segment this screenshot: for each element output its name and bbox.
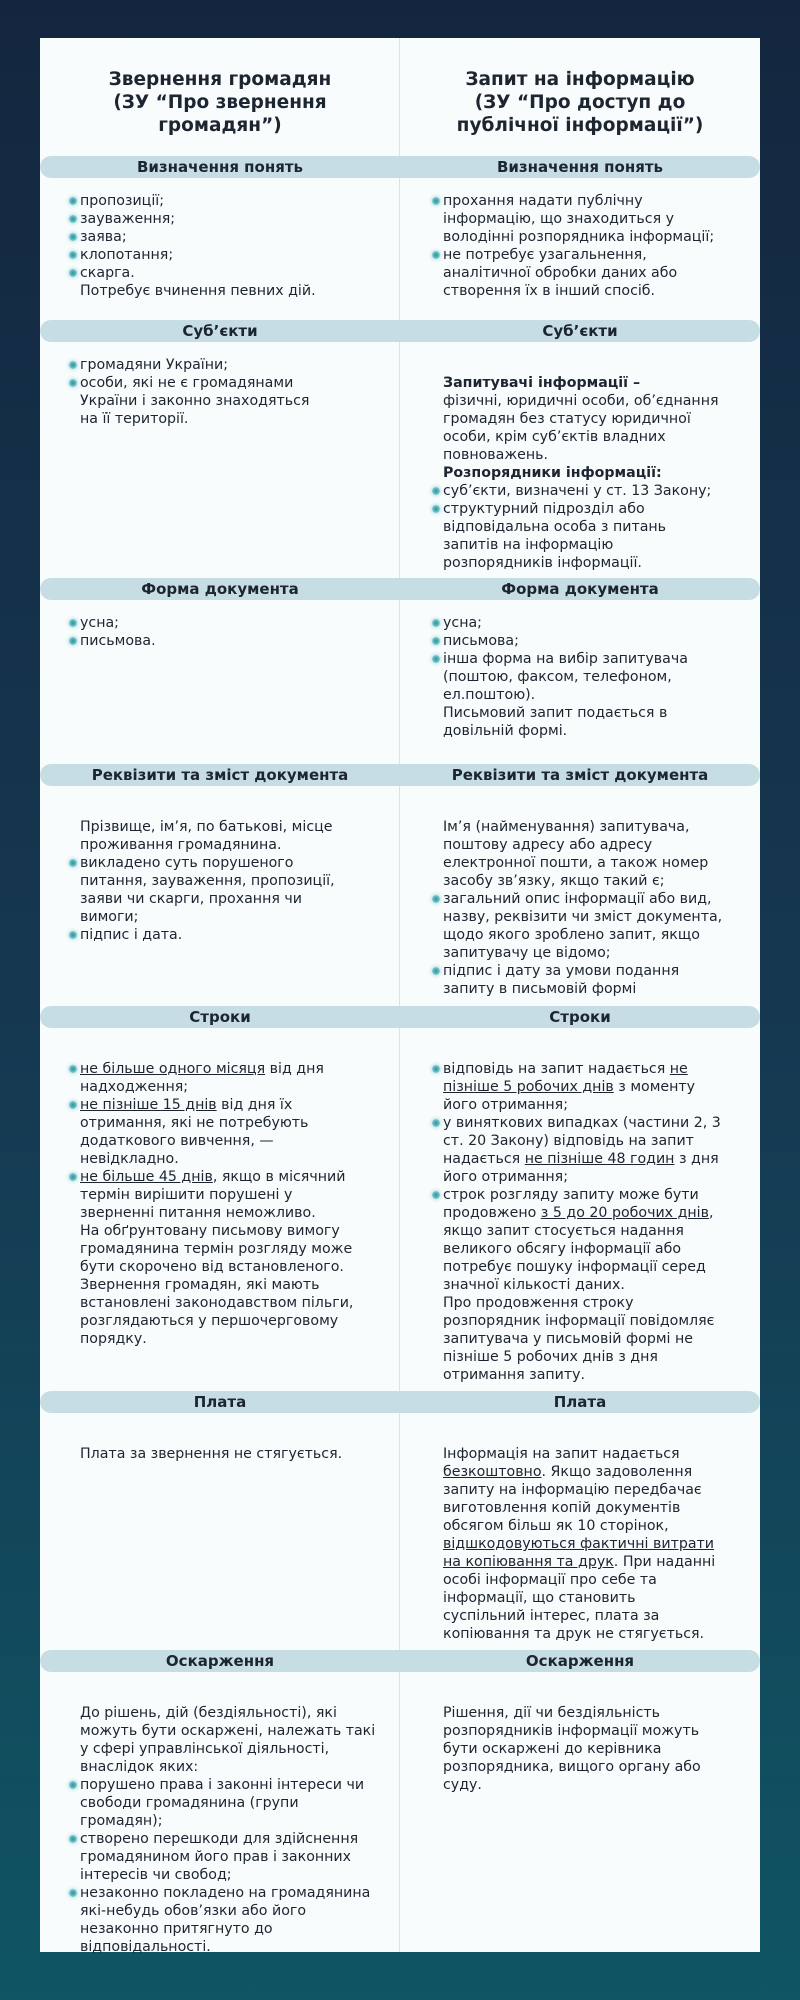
- text-line: великого обсягу інформації або: [443, 1241, 682, 1257]
- left-column-title: [70, 68, 370, 137]
- text-line: запитів на інформацію: [443, 537, 614, 553]
- underlined-text: пізніше 5 робочих днів: [443, 1079, 614, 1095]
- text-line: Ім’я (найменування) запитувача,: [443, 819, 690, 835]
- left-title-line: (ЗУ “Про звернення: [113, 92, 327, 113]
- right-title-line: Запит на інформацію: [465, 69, 695, 90]
- text-line: свободи громадянина (групи: [80, 1795, 299, 1811]
- text-line: На обґрунтовану письмову вимогу: [80, 1223, 340, 1239]
- text-line: надається не пізніше 48 годин з дня: [443, 1151, 719, 1167]
- text-line: зверненні питання неможливо.: [80, 1205, 316, 1221]
- section-label-left: Визначення понять: [136, 158, 304, 176]
- text-line: [80, 1427, 370, 1445]
- underlined-text: відшкодовуються фактичні витрати: [443, 1536, 715, 1552]
- text-line: на копіювання та друк. При наданні: [443, 1554, 716, 1570]
- bullet-item: прохання надати публічну: [443, 192, 733, 210]
- bullet-item: загальний опис інформації або вид,: [443, 890, 733, 908]
- text-line: ел.поштою).: [443, 687, 536, 703]
- text-line: [80, 1042, 370, 1060]
- bullet-item: клопотання;: [80, 246, 370, 264]
- text-line: його отримання;: [443, 1169, 568, 1185]
- text-line: інформації, що становить: [443, 1590, 636, 1606]
- bullet-item: у виняткових випадках (частини 2, 3: [443, 1114, 733, 1132]
- section-label-left: Строки: [189, 1008, 251, 1026]
- text-line: отримання, які не потребують: [80, 1115, 309, 1131]
- text-line: [80, 1686, 370, 1704]
- comparison-panel: [40, 38, 760, 1955]
- underlined-text: з 5 до 20 робочих днів: [540, 1205, 709, 1221]
- text-line: копіювання та друк не стягується.: [443, 1626, 705, 1642]
- text-line: заяви чи скарги, прохання чи: [80, 891, 302, 907]
- section-header-payment: [40, 1391, 760, 1413]
- bullet-item: скарга.: [80, 264, 370, 282]
- text-line: розглядаються у першочерговому: [80, 1313, 339, 1329]
- text-line: ст. 20 Закону) відповідь на запит: [443, 1133, 694, 1149]
- text-line: щодо якого зроблено запит, якщо: [443, 927, 700, 943]
- text-line: Запитувачі інформації –: [443, 375, 641, 391]
- section-label-right: Суб’єкти: [542, 322, 618, 340]
- text-line: громадян без статусу юридичної: [443, 411, 691, 427]
- text-line: [80, 800, 370, 818]
- section-label-right: Форма документа: [501, 580, 659, 598]
- text-line: його отримання;: [443, 1097, 568, 1113]
- text-line: громадянина термін розгляду може: [80, 1241, 353, 1257]
- bullet-item: не потребує узагальнення,: [443, 246, 733, 264]
- bullet-item: не більше одного місяця від дня: [80, 1060, 370, 1078]
- text-line: [443, 800, 733, 818]
- section-header-terms: [40, 1006, 760, 1028]
- bullet-item: інша форма на вибір запитувача: [443, 650, 733, 668]
- left-subjects-text: [80, 356, 370, 428]
- text-line: аналітичної обробки даних або: [443, 265, 678, 281]
- text-line: інформацію, що знаходиться у: [443, 211, 675, 227]
- text-line: запитувача у письмовій формі не: [443, 1331, 693, 1347]
- text-line: розпорядник інформації повідомляє: [443, 1313, 715, 1329]
- right-payment-text: [443, 1427, 733, 1643]
- bullet-item: строк розгляду запиту може бути: [443, 1186, 733, 1204]
- text-line: внаслідок яких:: [80, 1759, 199, 1775]
- underlined-text: не більше одного місяця: [80, 1061, 266, 1077]
- right-terms-text: [443, 1042, 733, 1384]
- underlined-text: не: [669, 1061, 688, 1077]
- left-definitions-text: [80, 192, 370, 300]
- text-line: Письмовий запит подається в: [443, 705, 668, 721]
- text-line: порядку.: [80, 1331, 147, 1347]
- section-header-definitions: [40, 156, 760, 178]
- underlined-text: не пізніше 15 днів: [80, 1097, 217, 1113]
- bullet-item: зауваження;: [80, 210, 370, 228]
- section-label-left: Суб’єкти: [182, 322, 258, 340]
- text-line: довільній формі.: [443, 723, 568, 739]
- text-line: суду.: [443, 1777, 482, 1793]
- left-form-text: [80, 614, 370, 650]
- bullet-item: заява;: [80, 228, 370, 246]
- text-line: які-небудь обов’язки або його: [80, 1903, 307, 1919]
- bullet-item: письмова;: [443, 632, 733, 650]
- section-header-subjects: [40, 320, 760, 342]
- text-line: інтересів чи свобод;: [80, 1867, 232, 1883]
- text-line: особи, крім суб’єктів владних: [443, 429, 666, 445]
- section-label-left: Плата: [193, 1393, 247, 1411]
- section-label-right: Оскарження: [525, 1652, 635, 1670]
- text-line: бути скорочено від встановленого.: [80, 1259, 344, 1275]
- bullet-item: усна;: [443, 614, 733, 632]
- text-line: відповідальна особа з питань: [443, 519, 667, 535]
- text-line: Інформація на запит надається: [443, 1446, 680, 1462]
- bullet-item: письмова.: [80, 632, 370, 650]
- text-line: у сфері управлінської діяльності,: [80, 1741, 330, 1757]
- text-line: суспільний інтерес, плата за: [443, 1608, 660, 1624]
- text-line: потребує пошуку інформації серед: [443, 1259, 706, 1275]
- text-line: Рішення, дії чи бездіяльність: [443, 1705, 661, 1721]
- text-line: проживання громадянина.: [80, 837, 282, 853]
- text-line: розпорядників інформації можуть: [443, 1723, 700, 1739]
- text-line: електронної пошти, а також номер: [443, 855, 709, 871]
- bullet-item: підпис і дату за умови подання: [443, 962, 733, 980]
- bullet-item: не більше 45 днів, якщо в місячний: [80, 1168, 370, 1186]
- text-line: обсягом більш як 10 сторінок,: [443, 1518, 669, 1534]
- text-line: безкоштовно. Якщо задоволення: [443, 1464, 693, 1480]
- section-label-left: Оскарження: [165, 1652, 275, 1670]
- text-line: [443, 1535, 733, 1553]
- left-title-line: громадян”): [158, 115, 282, 136]
- text-line: розпорядника, вищого органу або: [443, 1759, 701, 1775]
- right-column-title: [430, 68, 730, 137]
- text-line: фізичні, юридичні особи, об’єднання: [443, 393, 719, 409]
- section-label-left: Реквізити та зміст документа: [91, 766, 349, 784]
- bullet-item: громадяни України;: [80, 356, 370, 374]
- text-line: Звернення громадян, які мають: [80, 1277, 320, 1293]
- text-line: Плата за звернення не стягується.: [80, 1446, 343, 1462]
- bullet-item: суб’єкти, визначені у ст. 13 Закону;: [443, 482, 733, 500]
- text-line: розпорядників інформації.: [443, 555, 642, 571]
- section-header-form: [40, 578, 760, 600]
- text-line: бути оскаржені до керівника: [443, 1741, 662, 1757]
- text-line: назву, реквізити чи зміст документа,: [443, 909, 723, 925]
- text-line: вимоги;: [80, 909, 139, 925]
- text-line: громадянином його прав і законних: [80, 1849, 352, 1865]
- text-line: незаконно притягнуто до: [80, 1921, 273, 1937]
- bullet-item: не пізніше 15 днів від дня їх: [80, 1096, 370, 1114]
- right-requisites-text: [443, 800, 733, 998]
- underlined-text: безкоштовно: [443, 1464, 542, 1480]
- text-line: створення їх в інший спосіб.: [443, 283, 656, 299]
- bullet-item: викладено суть порушеного: [80, 854, 370, 872]
- text-line: поштову адресу або адресу: [443, 837, 653, 853]
- left-payment-text: [80, 1427, 370, 1463]
- text-line: До рішень, дій (бездіяльності), які: [80, 1705, 337, 1721]
- text-line: [443, 1042, 733, 1060]
- underlined-text: на копіювання та друк: [443, 1554, 614, 1570]
- left-requisites-text: [80, 800, 370, 944]
- text-line: встановлені законодавством пільги,: [80, 1295, 354, 1311]
- right-appeal-text: [443, 1686, 733, 1794]
- bullet-item: пропозиції;: [80, 192, 370, 210]
- text-line: пізніше 5 робочих днів з моменту: [443, 1079, 696, 1095]
- text-line: [443, 356, 733, 374]
- text-line: невідкладно.: [80, 1151, 179, 1167]
- text-line: України і законно знаходяться: [80, 393, 310, 409]
- section-label-right: Визначення понять: [496, 158, 664, 176]
- text-line: [443, 1427, 733, 1445]
- bullet-item: створено перешкоди для здійснення: [80, 1830, 370, 1848]
- text-line: надходження;: [80, 1079, 189, 1095]
- text-line: додаткового вивчення, —: [80, 1133, 274, 1149]
- text-line: можуть бути оскаржені, належать такі: [80, 1723, 376, 1739]
- right-definitions-text: [443, 192, 733, 300]
- bullet-item: відповідь на запит надається не: [443, 1060, 733, 1078]
- text-line: якщо запит стосується надання: [443, 1223, 684, 1239]
- section-header-appeal: [40, 1650, 760, 1672]
- text-line: Розпорядники інформації:: [443, 465, 662, 481]
- text-line: запиту в письмовій формі: [443, 981, 637, 997]
- underlined-text: не пізніше 48 годин: [524, 1151, 675, 1167]
- section-label-right: Строки: [549, 1008, 611, 1026]
- text-line: запиту на інформацію передбачає: [443, 1482, 702, 1498]
- text-line: відповідальності.: [80, 1939, 211, 1955]
- left-appeal-text: [80, 1686, 376, 1956]
- text-line: Про продовження строку: [443, 1295, 634, 1311]
- text-line: виготовлення копій документів: [443, 1500, 681, 1516]
- text-line: особі інформації про себе та: [443, 1572, 657, 1588]
- right-title-line: (ЗУ “Про доступ до: [474, 92, 686, 113]
- text-line: запитувачу це відомо;: [443, 945, 611, 961]
- text-line: термін вирішити порушені у: [80, 1187, 293, 1203]
- text-line: (поштою, факсом, телефоном,: [443, 669, 672, 685]
- text-line: Потребує вчинення певних дій.: [80, 283, 316, 299]
- left-title-line: Звернення громадян: [108, 69, 332, 90]
- right-form-text: [443, 614, 733, 740]
- text-line: [443, 1686, 733, 1704]
- text-line: пізніше 5 робочих днів з дня: [443, 1349, 658, 1365]
- section-label-right: Плата: [553, 1393, 607, 1411]
- left-terms-text: [80, 1042, 370, 1348]
- text-line: повноважень.: [443, 447, 548, 463]
- underlined-text: не більше 45 днів: [80, 1169, 213, 1185]
- bullet-item: підпис і дата.: [80, 926, 370, 944]
- text-line: питання, зауваження, пропозиції,: [80, 873, 335, 889]
- text-line: громадян);: [80, 1813, 163, 1829]
- text-line: засобу зв’язку, якщо такий є;: [443, 873, 665, 889]
- text-line: отримання запиту.: [443, 1367, 586, 1383]
- right-title-line: публічної інформації”): [456, 115, 704, 136]
- text-line: продовжено з 5 до 20 робочих днів,: [443, 1205, 714, 1221]
- text-line: на її території.: [80, 411, 189, 427]
- bullet-item: порушено права і законні інтереси чи: [80, 1776, 370, 1794]
- bullet-item: незаконно покладено на громадянина: [80, 1885, 371, 1901]
- right-subjects-text: [443, 356, 733, 572]
- section-label-right: Реквізити та зміст документа: [451, 766, 709, 784]
- bullet-item: структурний підрозділ або: [443, 500, 733, 518]
- bullet-item: особи, які не є громадянами: [80, 374, 370, 392]
- text-line: володінні розпорядника інформації;: [443, 229, 715, 245]
- bullet-item: усна;: [80, 614, 370, 632]
- text-line: значної кількості даних.: [443, 1277, 625, 1293]
- section-label-left: Форма документа: [141, 580, 299, 598]
- section-header-requisites: [40, 764, 760, 786]
- text-line: Прізвище, ім’я, по батькові, місце: [80, 819, 333, 835]
